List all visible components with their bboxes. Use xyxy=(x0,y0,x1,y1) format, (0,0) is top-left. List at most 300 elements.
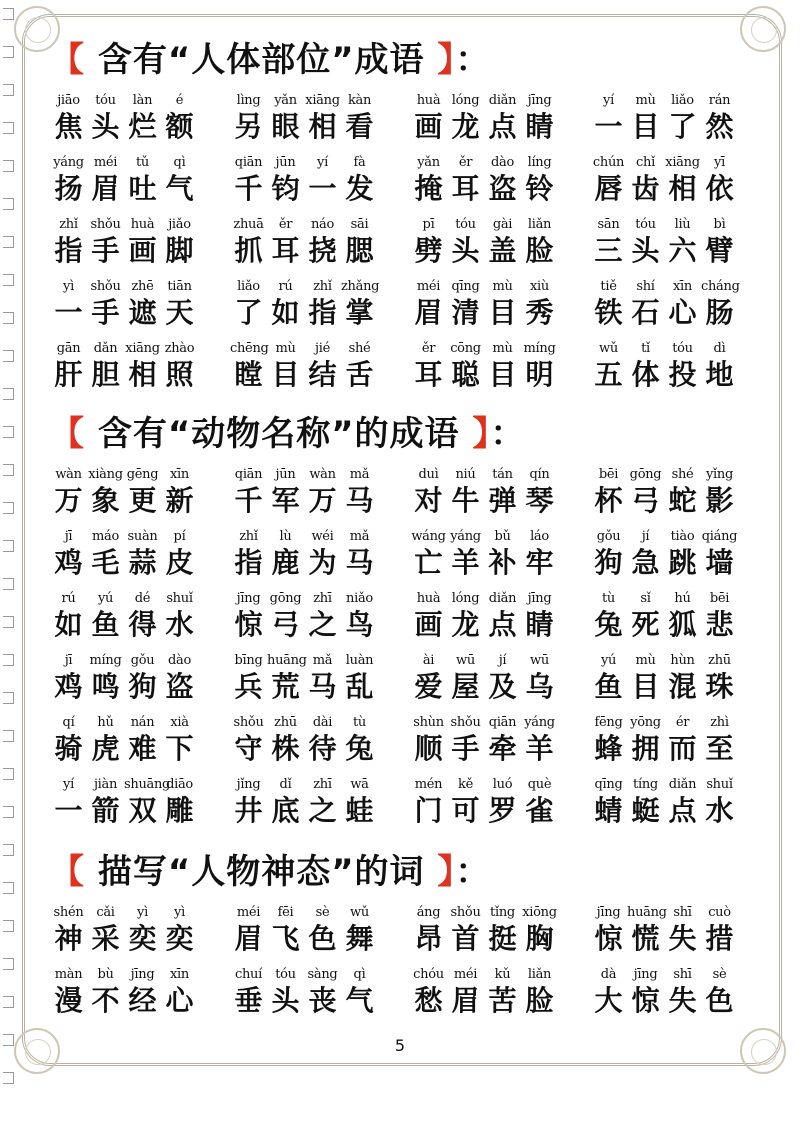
pinyin-syllable: fēng xyxy=(594,715,623,730)
pinyin-syllable: qīng xyxy=(451,279,480,294)
pinyin-syllable: shǒu xyxy=(233,715,264,730)
idiom-item xyxy=(230,466,410,520)
pinyin-syllable: kǔ xyxy=(494,967,511,982)
pinyin-syllable: zhuā xyxy=(233,217,264,232)
hanzi-character: 爱 xyxy=(414,670,443,703)
hanzi-character: 相 xyxy=(308,110,337,143)
pinyin-syllable: zhǐ xyxy=(59,217,78,232)
pinyin-syllable: tóu xyxy=(95,93,116,108)
pinyin-syllable: méi xyxy=(416,279,441,294)
idiom-item xyxy=(410,528,590,582)
hanzi-character: 气 xyxy=(165,172,194,205)
pinyin-syllable: rán xyxy=(708,93,731,108)
pinyin-syllable: tóu xyxy=(672,341,693,356)
pinyin-syllable: hú xyxy=(674,591,691,606)
idiom-pinyin xyxy=(410,904,558,922)
pinyin-syllable: dì xyxy=(713,341,726,356)
pinyin-syllable: diǎn xyxy=(488,93,517,108)
idiom-characters xyxy=(230,732,378,766)
section-title: 含有“人体部位”成语 xyxy=(97,40,425,80)
hanzi-character: 然 xyxy=(705,110,734,143)
hanzi-character: 株 xyxy=(271,732,300,765)
hanzi-character: 羊 xyxy=(451,546,480,579)
pinyin-syllable: yì xyxy=(174,905,185,920)
idiom-characters xyxy=(410,608,558,642)
idiom-item xyxy=(590,714,770,768)
hanzi-character: 胸 xyxy=(525,922,554,955)
idiom-characters xyxy=(50,484,198,518)
pinyin-syllable: bēi xyxy=(598,467,619,482)
hanzi-character: 耳 xyxy=(451,172,480,205)
idiom-characters xyxy=(590,608,738,642)
pinyin-syllable: chēng xyxy=(230,341,269,356)
binder-ring-icon xyxy=(3,578,14,590)
hanzi-character: 头 xyxy=(271,984,300,1017)
pinyin-syllable: xiàng xyxy=(88,467,123,482)
hanzi-character: 体 xyxy=(631,358,660,391)
idiom-pinyin xyxy=(50,278,198,296)
pinyin-syllable: jí xyxy=(498,653,507,668)
hanzi-character: 目 xyxy=(631,670,660,703)
pinyin-syllable: líng xyxy=(527,155,552,170)
pinyin-syllable: bǔ xyxy=(494,529,511,544)
hanzi-character: 蜓 xyxy=(631,794,660,827)
idiom-pinyin xyxy=(590,590,738,608)
pinyin-syllable: jīng xyxy=(596,905,621,920)
pinyin-syllable: huāng xyxy=(267,653,307,668)
pinyin-syllable: yǐng xyxy=(706,467,733,482)
idiom-item xyxy=(230,652,410,706)
idiom-item xyxy=(590,466,770,520)
hanzi-character: 象 xyxy=(91,484,120,517)
idiom-characters xyxy=(410,546,558,580)
hanzi-character: 杯 xyxy=(594,484,623,517)
binder-ring-icon xyxy=(3,806,14,818)
pinyin-syllable: jīng xyxy=(236,591,261,606)
hanzi-character: 混 xyxy=(668,670,697,703)
hanzi-character: 看 xyxy=(345,110,374,143)
hanzi-character: 兵 xyxy=(234,670,263,703)
hanzi-character: 骑 xyxy=(54,732,83,765)
pinyin-syllable: é xyxy=(175,93,184,108)
hanzi-character: 马 xyxy=(345,484,374,517)
pinyin-syllable: zhū xyxy=(708,653,731,668)
pinyin-syllable: tóu xyxy=(455,217,476,232)
section-heading: 【 含有“人体部位”成语 】： xyxy=(50,40,491,80)
pinyin-syllable: chǐ xyxy=(636,155,655,170)
idiom-characters xyxy=(50,172,198,206)
hanzi-character: 铁 xyxy=(594,296,623,329)
hanzi-character: 新 xyxy=(165,484,194,517)
idiom-characters xyxy=(410,172,558,206)
pinyin-syllable: zhī xyxy=(313,591,332,606)
hanzi-character: 之 xyxy=(308,608,337,641)
pinyin-syllable: fēi xyxy=(277,905,294,920)
idiom-grid xyxy=(50,92,770,394)
pinyin-syllable: kě xyxy=(458,777,473,792)
idiom-item xyxy=(230,528,410,582)
pinyin-syllable: tóu xyxy=(635,217,656,232)
pinyin-syllable: wàn xyxy=(55,467,82,482)
hanzi-character: 雀 xyxy=(525,794,554,827)
pinyin-syllable: yí xyxy=(603,93,614,108)
pinyin-syllable: sān xyxy=(597,217,620,232)
binder-ring-icon xyxy=(3,464,14,476)
idiom-item xyxy=(50,904,230,958)
page-number: 5 xyxy=(394,1036,406,1055)
idiom-item xyxy=(410,652,590,706)
pinyin-syllable: huà xyxy=(416,591,441,606)
section-expressions xyxy=(50,844,770,1020)
pinyin-syllable: wǔ xyxy=(599,341,618,356)
binder-ring-icon xyxy=(3,768,14,780)
pinyin-syllable: luàn xyxy=(345,653,374,668)
hanzi-character: 惊 xyxy=(594,922,623,955)
idiom-characters xyxy=(410,296,558,330)
hanzi-character: 影 xyxy=(705,484,734,517)
hanzi-character: 指 xyxy=(308,296,337,329)
idiom-item xyxy=(50,966,230,1020)
binder-ring-icon xyxy=(3,46,14,58)
pinyin-syllable: hǔ xyxy=(97,715,114,730)
binder-ring-icon xyxy=(3,160,14,172)
pinyin-syllable: tǐ xyxy=(641,341,650,356)
pinyin-syllable: liǎn xyxy=(527,967,552,982)
pinyin-syllable: gōng xyxy=(269,591,302,606)
hanzi-character: 跳 xyxy=(668,546,697,579)
hanzi-character: 飞 xyxy=(271,922,300,955)
pinyin-syllable: qín xyxy=(529,467,550,482)
pinyin-syllable: shuǐ xyxy=(706,777,733,792)
pinyin-syllable: hùn xyxy=(670,653,695,668)
binder-ring-icon xyxy=(3,654,14,666)
pinyin-syllable: shùn xyxy=(413,715,444,730)
hanzi-character: 之 xyxy=(308,794,337,827)
idiom-item xyxy=(50,278,230,332)
hanzi-character: 舌 xyxy=(345,358,374,391)
hanzi-character: 鱼 xyxy=(91,608,120,641)
hanzi-character: 奕 xyxy=(165,922,194,955)
hanzi-character: 马 xyxy=(345,546,374,579)
pinyin-syllable: yáng xyxy=(53,155,84,170)
hanzi-character: 蜻 xyxy=(594,794,623,827)
idiom-item xyxy=(410,466,590,520)
pinyin-syllable: sàng xyxy=(307,967,338,982)
hanzi-character: 依 xyxy=(705,172,734,205)
idiom-characters xyxy=(590,110,738,144)
hanzi-character: 了 xyxy=(668,110,697,143)
pinyin-syllable: jǐng xyxy=(236,777,261,792)
idiom-characters xyxy=(590,172,738,206)
hanzi-character: 狐 xyxy=(668,608,697,641)
hanzi-character: 守 xyxy=(234,732,263,765)
idiom-characters xyxy=(590,358,738,392)
pinyin-syllable: shuǐ xyxy=(166,591,193,606)
idiom-item xyxy=(410,776,590,830)
idiom-item xyxy=(410,714,590,768)
pinyin-syllable: xīn xyxy=(170,967,189,982)
pinyin-syllable: tǐng xyxy=(490,905,515,920)
hanzi-character: 毛 xyxy=(91,546,120,579)
idiom-item xyxy=(410,590,590,644)
idiom-pinyin xyxy=(50,714,198,732)
idiom-characters xyxy=(410,732,558,766)
pinyin-syllable: jié xyxy=(315,341,330,356)
idiom-characters xyxy=(50,794,198,828)
pinyin-syllable: gài xyxy=(492,217,513,232)
idiom-pinyin xyxy=(50,340,198,358)
idiom-characters xyxy=(410,670,558,704)
hanzi-character: 盗 xyxy=(488,172,517,205)
idiom-pinyin xyxy=(410,590,558,608)
idiom-characters xyxy=(230,794,378,828)
pinyin-syllable: xiù xyxy=(530,279,549,294)
pinyin-syllable: lóng xyxy=(451,591,480,606)
idiom-pinyin xyxy=(590,966,738,984)
idiom-grid xyxy=(50,466,770,830)
hanzi-character: 头 xyxy=(631,234,660,267)
hanzi-character: 睛 xyxy=(525,608,554,641)
pinyin-syllable: wàn xyxy=(309,467,336,482)
pinyin-syllable: liǎo xyxy=(671,93,694,108)
binder-ring-icon xyxy=(3,388,14,400)
pinyin-syllable: chuí xyxy=(235,967,262,982)
pinyin-syllable: dǎn xyxy=(93,341,118,356)
hanzi-character: 至 xyxy=(705,732,734,765)
hanzi-character: 马 xyxy=(308,670,337,703)
idiom-characters xyxy=(410,922,558,956)
idiom-item xyxy=(50,340,230,394)
hanzi-character: 耳 xyxy=(271,234,300,267)
idiom-pinyin xyxy=(410,278,558,296)
pinyin-syllable: mén xyxy=(414,777,443,792)
hanzi-character: 千 xyxy=(234,484,263,517)
idiom-pinyin xyxy=(230,528,378,546)
hanzi-character: 烂 xyxy=(128,110,157,143)
pinyin-syllable: wáng xyxy=(411,529,446,544)
pinyin-syllable: dǐ xyxy=(279,777,292,792)
idiom-item xyxy=(50,466,230,520)
pinyin-syllable: shī xyxy=(673,967,692,982)
hanzi-character: 亡 xyxy=(414,546,443,579)
pinyin-syllable: ěr xyxy=(458,155,473,170)
pinyin-syllable: míng xyxy=(89,653,122,668)
hanzi-character: 惊 xyxy=(234,608,263,641)
hanzi-character: 清 xyxy=(451,296,480,329)
hanzi-character: 头 xyxy=(451,234,480,267)
hanzi-character: 兔 xyxy=(345,732,374,765)
binder-ring-icon xyxy=(3,122,14,134)
pinyin-syllable: yǎn xyxy=(274,93,297,108)
pinyin-syllable: zhē xyxy=(131,279,154,294)
pinyin-syllable: bì xyxy=(713,217,726,232)
pinyin-syllable: ér xyxy=(675,715,690,730)
pinyin-syllable: xiāng xyxy=(305,93,340,108)
idiom-item xyxy=(50,92,230,146)
section-heading: 【 描写“人物神态”的词 】： xyxy=(50,852,491,892)
hanzi-character: 采 xyxy=(91,922,120,955)
idiom-item xyxy=(230,92,410,146)
hanzi-character: 瞠 xyxy=(234,358,263,391)
binder-ring-icon xyxy=(3,350,14,362)
idiom-characters xyxy=(50,358,198,392)
pinyin-syllable: qīng xyxy=(594,777,623,792)
hanzi-character: 弓 xyxy=(631,484,660,517)
hanzi-character: 五 xyxy=(594,358,623,391)
pinyin-syllable: mù xyxy=(635,93,656,108)
idiom-pinyin xyxy=(50,652,198,670)
hanzi-character: 牛 xyxy=(451,484,480,517)
idiom-pinyin xyxy=(50,776,198,794)
idiom-characters xyxy=(50,732,198,766)
idiom-item xyxy=(590,904,770,958)
hanzi-character: 掌 xyxy=(345,296,374,329)
pinyin-syllable: sè xyxy=(712,967,727,982)
idiom-pinyin xyxy=(230,590,378,608)
hanzi-character: 双 xyxy=(128,794,157,827)
pinyin-syllable: màn xyxy=(54,967,83,982)
hanzi-character: 挺 xyxy=(488,922,517,955)
hanzi-character: 龙 xyxy=(451,110,480,143)
hanzi-character: 齿 xyxy=(631,172,660,205)
hanzi-character: 腮 xyxy=(345,234,374,267)
hanzi-character: 点 xyxy=(668,794,697,827)
hanzi-character: 抓 xyxy=(234,234,263,267)
hanzi-character: 头 xyxy=(91,110,120,143)
idiom-characters xyxy=(590,484,738,518)
idiom-item xyxy=(230,590,410,644)
pinyin-syllable: shǒu xyxy=(450,715,481,730)
idiom-item xyxy=(590,340,770,394)
section-heading: 【 含有“动物名称”的成语 】： xyxy=(50,414,526,454)
binder-ring-icon xyxy=(3,8,14,20)
pinyin-syllable: xīn xyxy=(170,467,189,482)
pinyin-syllable: ěr xyxy=(421,341,436,356)
pinyin-syllable: zhǎng xyxy=(341,279,380,294)
pinyin-syllable: jī xyxy=(64,653,73,668)
idiom-characters xyxy=(230,234,378,268)
idiom-item xyxy=(590,154,770,208)
idiom-pinyin xyxy=(590,776,738,794)
pinyin-syllable: méi xyxy=(453,967,478,982)
hanzi-character: 虎 xyxy=(91,732,120,765)
pinyin-syllable: chóu xyxy=(413,967,444,982)
pinyin-syllable: jiāo xyxy=(57,93,80,108)
pinyin-syllable: gǒu xyxy=(596,529,621,544)
idiom-item xyxy=(590,92,770,146)
binder-ring-icon xyxy=(3,996,14,1008)
idiom-characters xyxy=(230,546,378,580)
hanzi-character: 兔 xyxy=(594,608,623,641)
pinyin-syllable: zhǐ xyxy=(239,529,258,544)
pinyin-syllable: shé xyxy=(671,467,694,482)
idiom-characters xyxy=(50,110,198,144)
pinyin-syllable: cōng xyxy=(450,341,481,356)
hanzi-character: 水 xyxy=(165,608,194,641)
pinyin-syllable: jiàn xyxy=(93,777,118,792)
pinyin-syllable: xiāng xyxy=(125,341,160,356)
hanzi-character: 眉 xyxy=(234,922,263,955)
pinyin-syllable: liǎn xyxy=(527,217,552,232)
hanzi-character: 昂 xyxy=(414,922,443,955)
pinyin-syllable: xīn xyxy=(673,279,692,294)
pinyin-syllable: yáng xyxy=(450,529,481,544)
pinyin-syllable: yáng xyxy=(524,715,555,730)
idiom-characters xyxy=(50,234,198,268)
pinyin-syllable: qiáng xyxy=(701,529,738,544)
pinyin-syllable: sāi xyxy=(350,217,369,232)
binder-ring-icon xyxy=(3,730,14,742)
idiom-characters xyxy=(50,608,198,642)
idiom-item xyxy=(590,590,770,644)
idiom-pinyin xyxy=(230,466,378,484)
idiom-item xyxy=(410,278,590,332)
idiom-characters xyxy=(50,922,198,956)
hanzi-character: 水 xyxy=(705,794,734,827)
idiom-pinyin xyxy=(590,154,738,172)
hanzi-character: 首 xyxy=(451,922,480,955)
idiom-pinyin xyxy=(230,714,378,732)
idiom-characters xyxy=(230,484,378,518)
pinyin-syllable: bù xyxy=(97,967,114,982)
pinyin-syllable: wū xyxy=(456,653,475,668)
hanzi-character: 结 xyxy=(308,358,337,391)
hanzi-character: 额 xyxy=(165,110,194,143)
hanzi-character: 肠 xyxy=(705,296,734,329)
pinyin-syllable: yì xyxy=(63,279,74,294)
pinyin-syllable: pí xyxy=(173,529,186,544)
hanzi-character: 悲 xyxy=(705,608,734,641)
pinyin-syllable: shī xyxy=(673,905,692,920)
pinyin-syllable: yú xyxy=(97,591,114,606)
idiom-pinyin xyxy=(410,92,558,110)
idiom-pinyin xyxy=(410,340,558,358)
hanzi-character: 相 xyxy=(668,172,697,205)
idiom-pinyin xyxy=(590,216,738,234)
pinyin-syllable: làn xyxy=(132,93,153,108)
hanzi-character: 补 xyxy=(488,546,517,579)
pinyin-syllable: zhì xyxy=(710,715,729,730)
hanzi-character: 指 xyxy=(54,234,83,267)
hanzi-character: 井 xyxy=(234,794,263,827)
hanzi-character: 耳 xyxy=(414,358,443,391)
idiom-pinyin xyxy=(410,528,558,546)
pinyin-syllable: rú xyxy=(278,279,293,294)
idiom-pinyin xyxy=(590,466,738,484)
hanzi-character: 臂 xyxy=(705,234,734,267)
hanzi-character: 屋 xyxy=(451,670,480,703)
pinyin-syllable: lù xyxy=(279,529,292,544)
hanzi-character: 一 xyxy=(54,794,83,827)
pinyin-syllable: zhū xyxy=(274,715,297,730)
hanzi-character: 狗 xyxy=(594,546,623,579)
hanzi-character: 蛙 xyxy=(345,794,374,827)
hanzi-character: 一 xyxy=(54,296,83,329)
pinyin-syllable: huà xyxy=(416,93,441,108)
idiom-characters xyxy=(410,234,558,268)
pinyin-syllable: jīng xyxy=(527,591,552,606)
hanzi-character: 惊 xyxy=(631,984,660,1017)
hanzi-character: 唇 xyxy=(594,172,623,205)
section-title: 含有“动物名称”的成语 xyxy=(97,414,460,454)
hanzi-character: 肝 xyxy=(54,358,83,391)
idiom-characters xyxy=(590,234,738,268)
hanzi-character: 待 xyxy=(308,732,337,765)
pinyin-syllable: mù xyxy=(492,279,513,294)
idiom-pinyin xyxy=(230,776,378,794)
hanzi-character: 苦 xyxy=(488,984,517,1017)
hanzi-character: 脸 xyxy=(525,984,554,1017)
